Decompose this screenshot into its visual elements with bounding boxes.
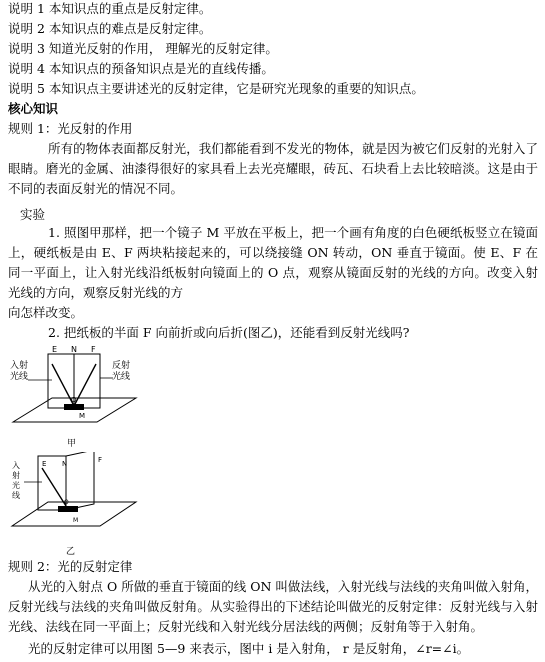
- figure-b-label-m: M: [73, 517, 79, 524]
- experiment-1-tail: 向怎样改变。: [8, 305, 84, 320]
- figure-b-label-f: F: [98, 456, 103, 464]
- rule1-title: 规则 1：光反射的作用: [8, 121, 133, 136]
- core-heading: 核心知识: [8, 101, 59, 116]
- figure-a-label-m: M: [79, 412, 86, 420]
- figure-a-reflected-label-2: 光线: [112, 372, 131, 382]
- figure-b-label-e: E: [42, 460, 47, 468]
- experiment-2-text: 2. 把纸板的半面 F 向前折或向后折(图乙)，还能看到反射光线吗?: [48, 325, 410, 340]
- figure-b-caption: 乙: [66, 547, 76, 557]
- figure-b-label-o: O: [64, 499, 69, 506]
- experiment-1-text: 1. 照图甲那样，把一个镜子 M 平放在平板上，把一个画有角度的白色硬纸板竖立在镜面上，硬纸板是由 E、F 两块粘接起来的，可以绕接缝 ON 转动，ON 垂直于镜面。使 E、F 在同一平面上，让入射光线沿纸板射向镜面上的 O 点，观察从镜面反射的光线的方向。改变入射光线的方向，观察反射光线的方: [8, 225, 538, 300]
- note-4: 说明 4 本知识点的预备知识点是光的直线传播。: [8, 61, 274, 76]
- figure-a-label-f: F: [91, 345, 96, 354]
- rule2-title: 规则 2：光的反射定律: [8, 559, 133, 574]
- figure-b-incident-label-3: 光: [12, 481, 20, 490]
- note-2: 说明 2 本知识点的难点是反射定律。: [8, 21, 212, 36]
- figure-b-incident-label-2: 射: [12, 471, 20, 480]
- rule2-last-line: 光的反射定律可以用图 5—9 来表示，图中 i 是入射角， r 是反射角，∠r=∠i。: [28, 641, 470, 656]
- note-5: 说明 5 本知识点主要讲述光的反射定律，它是研究光现象的重要的知识点。: [8, 81, 424, 96]
- figure-a-incident-label-1: 入射: [10, 361, 29, 371]
- figure-b-label-n: N: [62, 460, 68, 468]
- rule1-text: 所有的物体表面都反射光，我们都能看到不发光的物体，就是因为被它们反射的光射入了眼睛。磨光的金属、油漆得很好的家具看上去光亮耀眼，砖瓦、石块看上去比较暗淡。这是由于不同的表面反射光的情况不同。: [8, 141, 538, 196]
- figure-a-caption: 甲: [67, 439, 77, 449]
- note-3: 说明 3 知道光反射的作用， 理解光的反射定律。: [8, 41, 278, 56]
- figure-b-incident-label-4: 线: [12, 491, 20, 500]
- figure-b: [8, 452, 138, 562]
- experiment-label: 实验: [20, 207, 46, 222]
- rule2-text: 从光的入射点 O 所做的垂直于镜面的线 ON 叫做法线，入射光线与法线的夹角叫做入射角，反射光线与法线的夹角叫做反射角。从实验得出的下述结论叫做光的反射定律：反射光线与入射光线、法线在同一平面上；反射光线和入射光线分居法线的两侧；反射角等于入射角。: [8, 579, 538, 634]
- figure-a: [8, 340, 138, 452]
- figure-b-incident-label-1: 入: [12, 461, 20, 470]
- note-1: 说明 1 本知识点的重点是反射定律。: [8, 1, 212, 16]
- figure-a-label-e: E: [52, 345, 58, 354]
- figure-a-label-o: O: [71, 396, 77, 404]
- figure-a-label-n: N: [71, 345, 77, 354]
- figure-a-incident-label-2: 光线: [10, 372, 29, 382]
- figure-a-reflected-label-1: 反射: [112, 361, 131, 371]
